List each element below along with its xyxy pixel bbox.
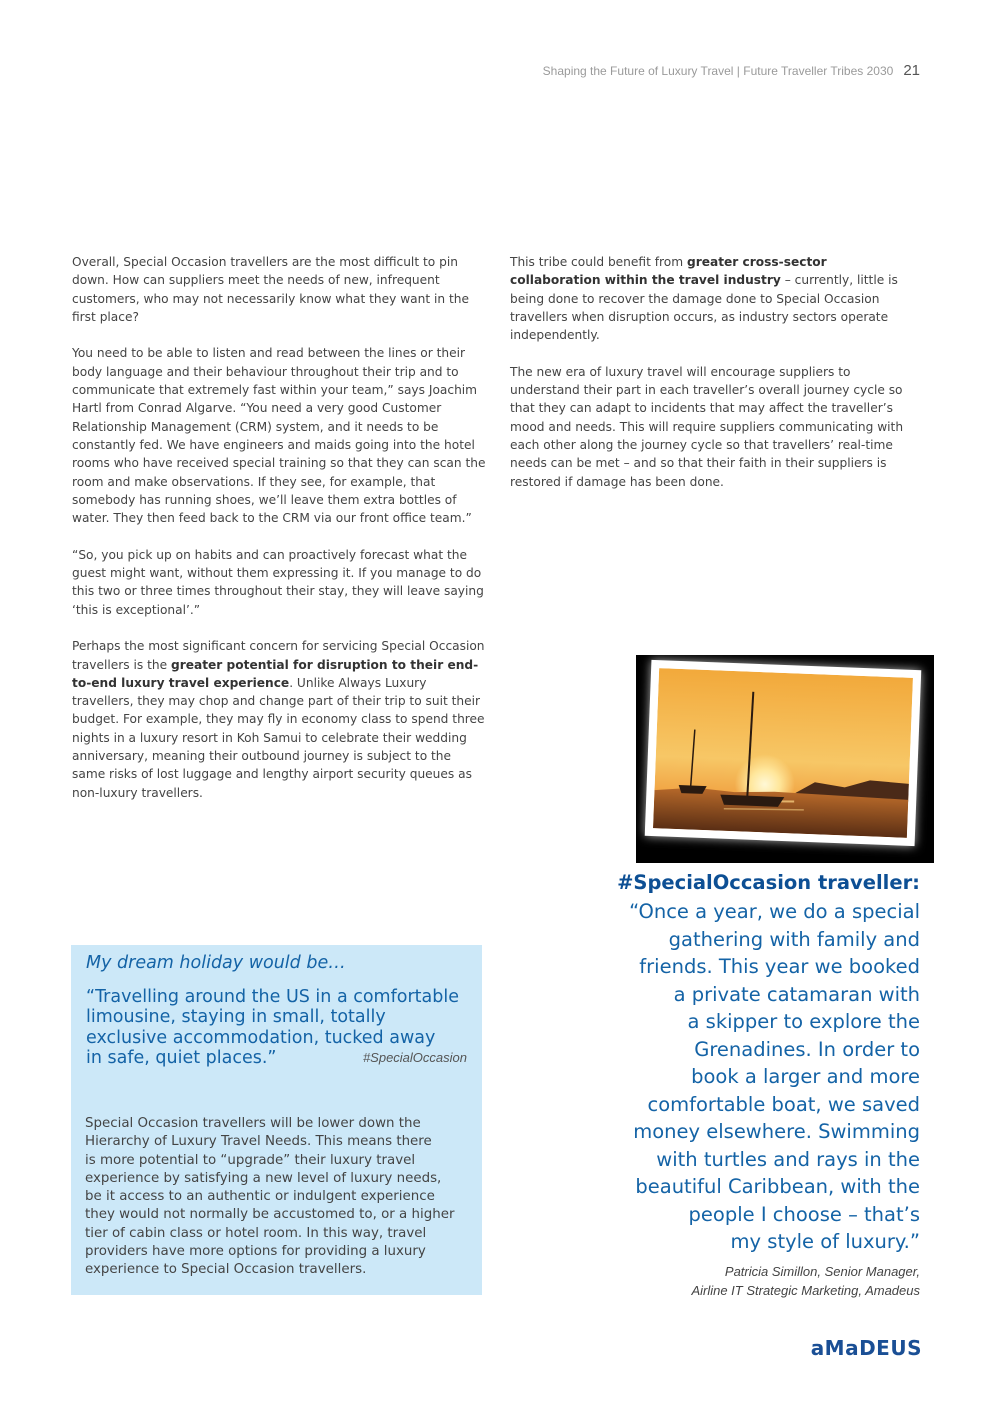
quote-title: #SpecialOccasion traveller:: [617, 871, 920, 894]
left-paragraph-1: Overall, Special Occasion travellers are the most difficult to pin down. How can suppliers meet the needs of new, infrequent customers, who may not necessarily know what they want in the first place?: [72, 255, 470, 324]
amadeus-logo: aMaDEUS: [810, 1336, 922, 1360]
left-column: [72, 253, 487, 820]
right-p1-bold: greater cross-sector collaboration within the travel industry: [510, 255, 827, 288]
sunset-catamaran-photo: [645, 660, 922, 846]
dream-holiday-hashtag: #SpecialOccasion: [362, 1050, 467, 1065]
sunset-photo-frame: [636, 655, 934, 863]
left-p4-end: . Unlike Always Luxury travellers, they may chop and change part of their trip to suit their budget. For example, they may fly in economy class to spend three nights in a luxury resort in Koh Samui to celebrate their wedding anniversary, meaning their outbound journey is subject to the same risks of lost luggage and lengthy airport security queues as non-luxury travellers.: [72, 675, 485, 800]
page-header: [543, 62, 920, 79]
left-p4-bold: greater potential for disruption to their end-to-end luxury travel experience: [72, 657, 479, 690]
header-title: Shaping the Future of Luxury Travel | Future Traveller Tribes 2030: [542, 64, 894, 78]
dream-box-body: Special Occasion travellers will be lower down the Hierarchy of Luxury Travel Needs. This means there is more potential to “upgrade” their luxury travel experience by satisfying a new level of luxury needs, be it access to an authentic or indulgent experience they would not normally be accustomed to, or a higher tier of cabin class or hotel room. In this way, travel providers have more options for providing a luxury experience to Special Occasion travellers.: [85, 1116, 455, 1278]
left-paragraph-3: “So, you pick up on habits and can proactively forecast what the guest might want, without them expressing it. If you manage to do this two or three times throughout their stay, they will leave saying ‘this is exceptional’.”: [72, 547, 484, 617]
right-paragraph-2: The new era of luxury travel will encourage suppliers to understand their part in each traveller’s overall journey cycle so that they can adapt to incidents that may affect the traveller’s mood and needs. This will require suppliers communicating with each other along the journey cycle so that travellers’ real-time needs can be met – and so that their faith in their suppliers is restored if damage has been done.: [510, 364, 904, 489]
right-p1-end: – currently, little is being done to recover the damage done to Special Occasion travellers when disruption occurs, as industry sectors operate independently.: [510, 273, 898, 343]
left-paragraph-2: You need to be able to listen and read between the lines or their body language and their behaviour throughout their trip and to communicate that extremely fast within your team,” says Joachim Hartl from Conrad Algarve. “You need a very good Customer Relationship Management (CRM) system, and it needs to be constantly fed. We have engineers and maids going into the hotel rooms who have received special training so that they can scan the room and make observations. If they see, for example, that somebody has running shoes, we’ll leave them extra bottles of water. They then feed back to the CRM via our front office team.”: [72, 346, 486, 526]
dream-holiday-quote: “Travelling around the US in a comfortable limousine, staying in small, totally exclusive accommodation, tucked away in safe, quiet places.”: [86, 987, 459, 1068]
right-column: [510, 253, 920, 509]
right-p1-start: This tribe could benefit from: [510, 255, 687, 269]
traveller-quote: [590, 870, 920, 1300]
quote-attribution: Patricia Simillon, Senior Manager, Airline IT Strategic Marketing, Amadeus: [691, 1263, 920, 1298]
left-paragraph-4: [72, 637, 487, 802]
dream-holiday-title: My dream holiday would be…: [86, 953, 346, 973]
dream-holiday-box: [71, 945, 482, 1295]
right-paragraph-1: [510, 253, 920, 344]
page-number: 21: [903, 62, 920, 79]
sunset-illustration: [653, 668, 913, 838]
quote-text: “Once a year, we do a special gathering with family and friends. This year we booked a private catamaran with a skipper to explore the Grenadines. In order to book a larger and more comfortable boat, we saved money elsewhere. Swimming with turtles and rays in the beautiful Caribbean, with the people I choose – that’s my style of luxury.”: [629, 900, 920, 1253]
left-p4-start: Perhaps the most significant concern for servicing Special Occasion travellers is the: [72, 639, 485, 672]
